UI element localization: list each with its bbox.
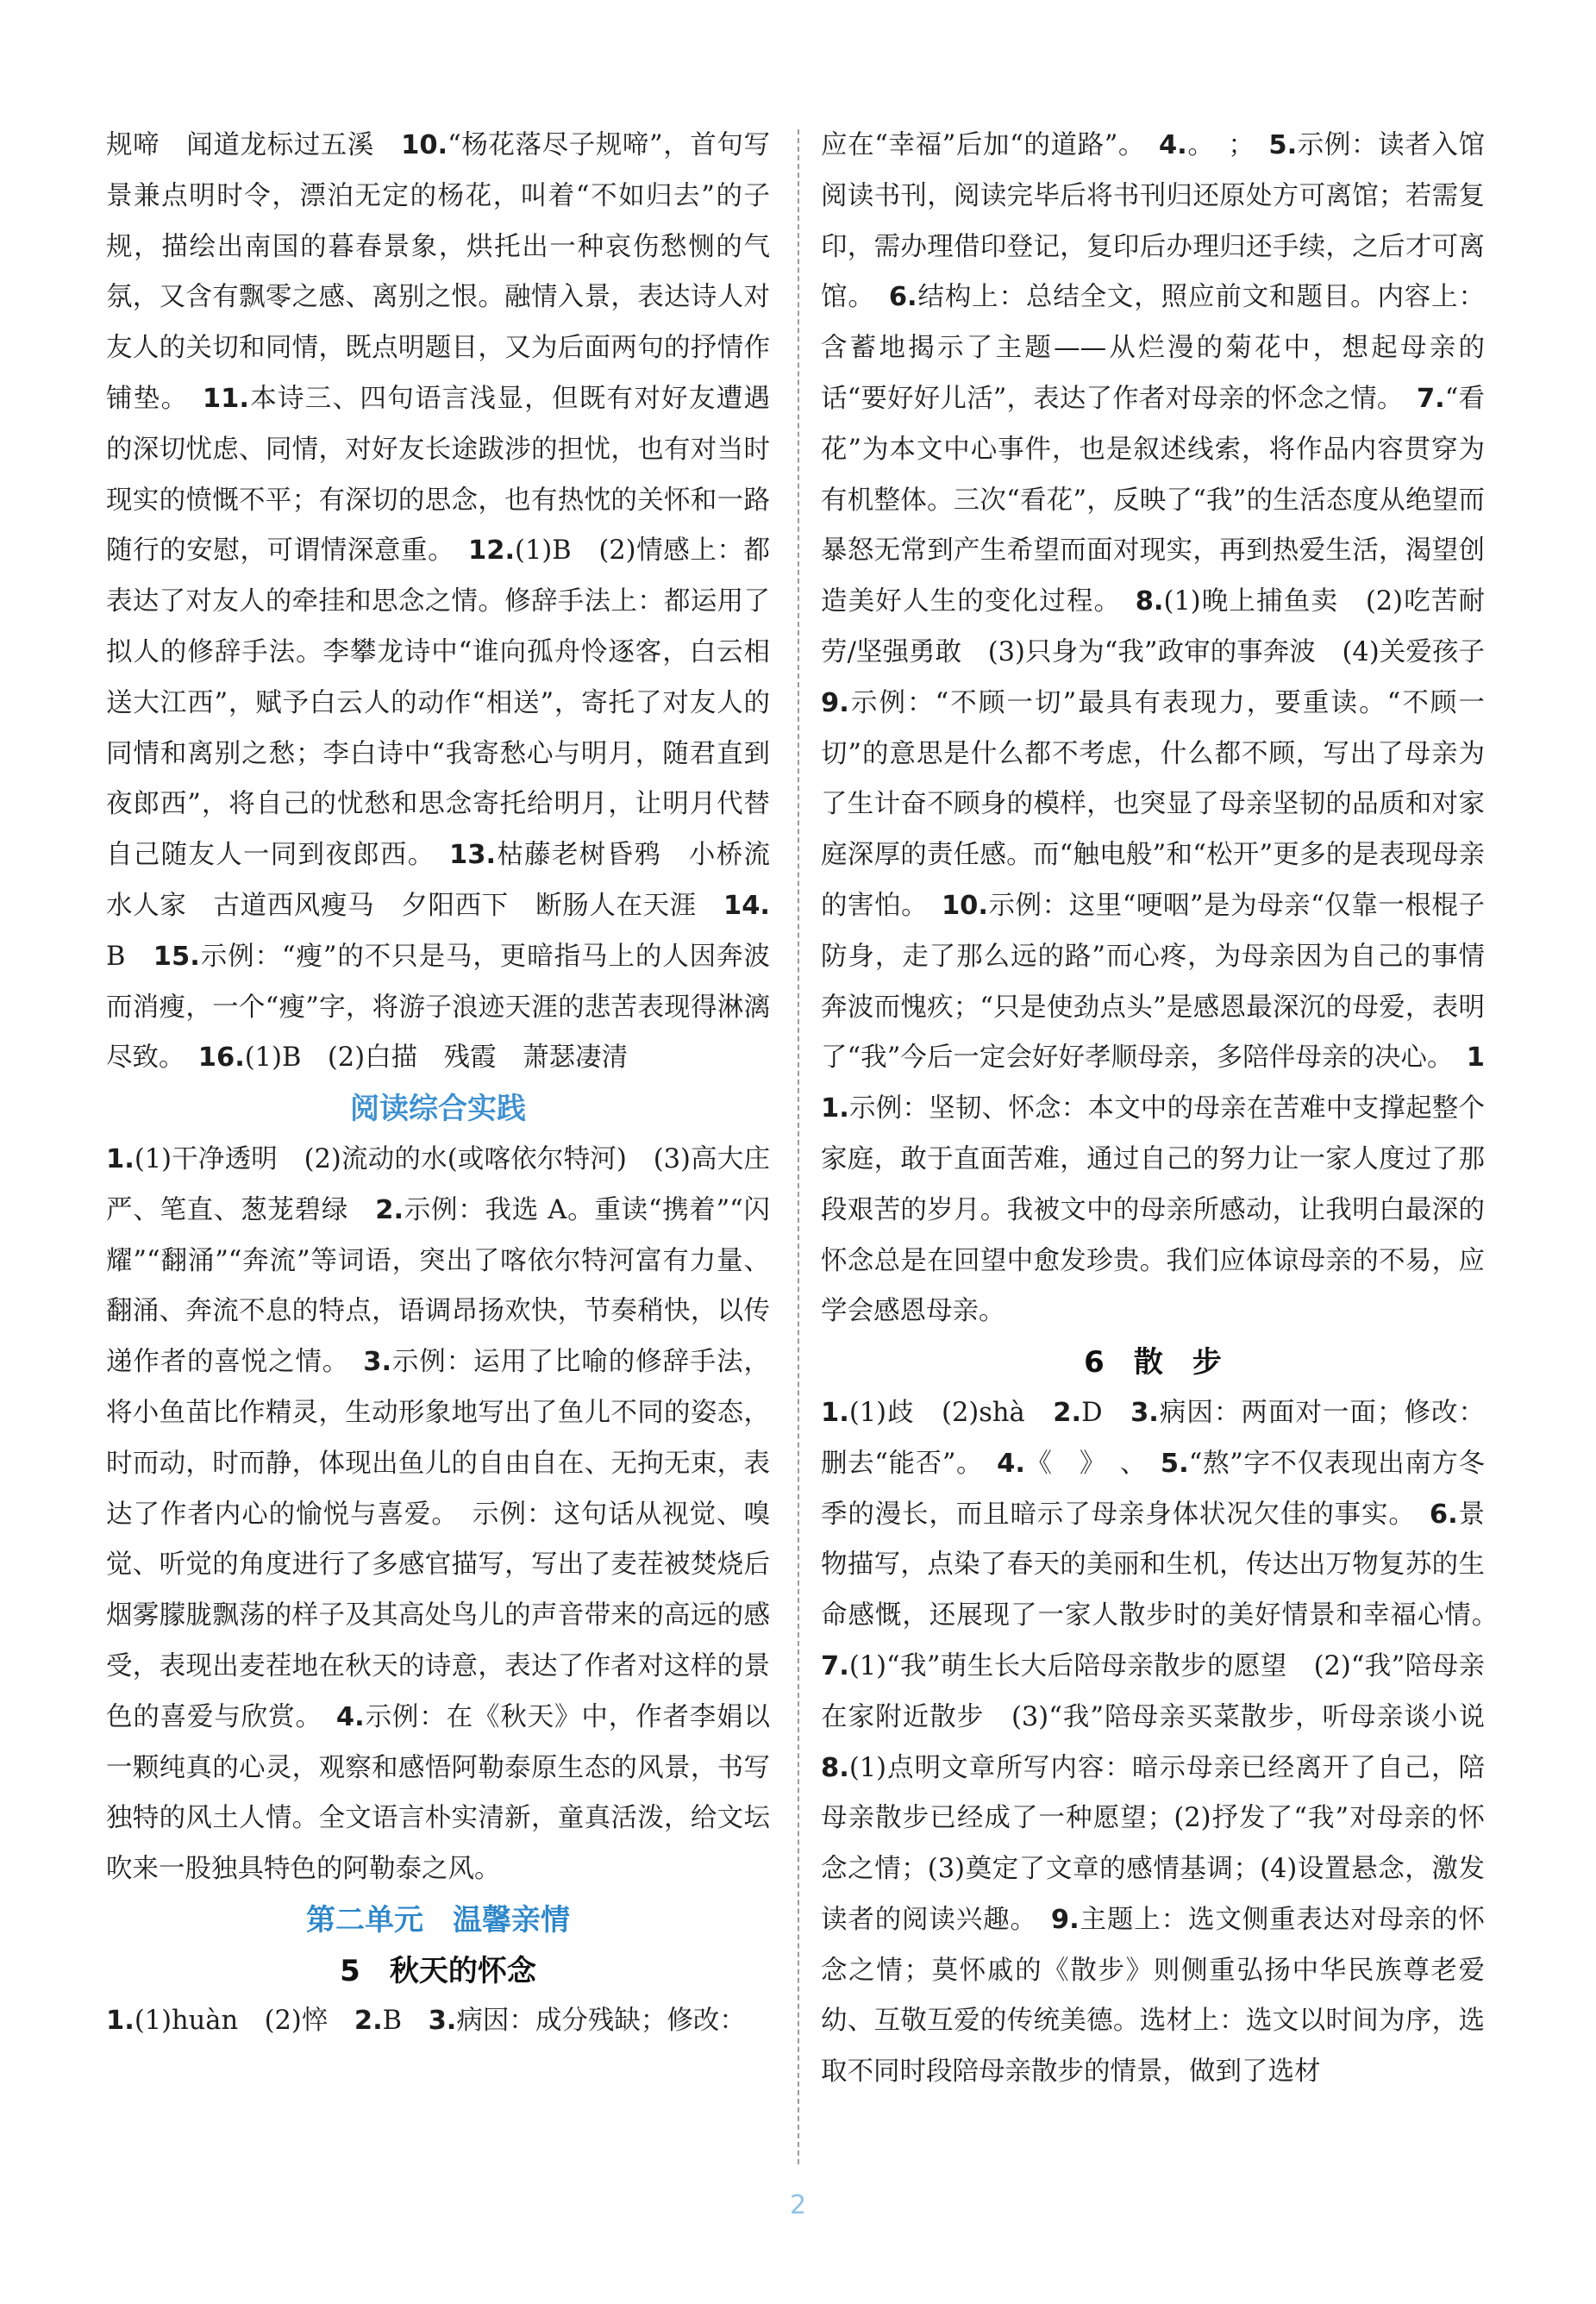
answer-paragraph: 应在“幸福”后加“的道路”。 4.。 ； 5.示例：读者入馆阅读书刊，阅读完毕后将书刊归还原处方可离馆；若需复印，需办理借印登记，复印后办理归还手续，之后才可离馆。 6.结构上：总结全文，照应前文和题目。内容上：含蓄地揭示了主题——从烂漫的菊花中，想起母亲的话“要好好儿活”，表达了作者对母亲的怀念之情。 7.“看花”为本文中心事件，也是叙述线索，将作品内容贯穿为有机整体。三次“看花”，反映了“我”的生活态度从绝望而暴怒无常到产生希望而面对现实，再到热爱生活，渴望创造美好人生的变化过程。 8.(1)晚上捕鱼卖 (2)吃苦耐劳/坚强勇敢 (3)只身为“我”政审的事奔波 (4)关爱孩子 9.示例：“不顾一切”最具有表现力，要重读。“不顾一切”的意思是什么都不考虑，什么都不顾，写出了母亲为了生计奋不顾身的模样，也突显了母亲坚韧的品质和对家庭深厚的责任感。而“触电般”和“松开”更多的是表现母亲的害怕。 10.示例：这里“哽咽”是为母亲“仅靠一根棍子防身，走了那么远的路”而心疼，为母亲因为自己的事情奔波而愧疚；“只是使劲点头”是感恩最深沉的母爱，表明了“我”今后一定会好好孝顺母亲，多陪伴母亲的决心。 11.示例：坚韧、怀念：本文中的母亲在苦难中支撑起整个家庭，敢于直面苦难，通过自己的努力让一家人度过了那段艰苦的岁月。我被文中的母亲所感动，让我明白最深的怀念总是在回望中愈发珍贵。我们应体谅母亲的不易，应学会感恩母亲。 (821, 130, 1512, 1327)
unit-title: 第二单元 温馨亲情 (306, 1902, 570, 1938)
answer-paragraph: 1.(1)huàn (2)悴 2.B 3.病因：成分残缺；修改： (106, 2006, 746, 2037)
answer-paragraph: 1.(1)歧 (2)shà 2.D 3.病因：两面对一面；修改：删去“能否”。 4.《 》 、 5.“熬”字不仅表现出南方冬季的漫长，而且暗示了母亲身体状况欠佳的事实。 6.景物描写，点染了春天的美丽和生机，传达出万物复苏的生命感慨，还展现了一家人散步时的美好情景和幸福心情。 7.(1)“我”萌生长大后陪母亲散步的愿望 (2)“我”陪母亲在家附近散步 (3)“我”陪母亲买菜散步，听母亲谈小说 8.(1)点明文章所写内容：暗示母亲已经离开了自己，陪母亲散步已经成了一种愿望；(2)抒发了“我”对母亲的怀念之情；(3)奠定了文章的感情基调；(4)设置悬念，激发读者的阅读兴趣。 9.主题上：选文侧重表达对母亲的怀念之情；莫怀戚的《散步》则侧重弘扬中华民族尊老爱幼、互敬互爱的传统美德。选材上：选文以时间为序，选取不同时段陪母亲散步的情景，做到了选材 (821, 1397, 1512, 2088)
section-title-reading-practice: 阅读综合实践 (350, 1092, 526, 1127)
lesson-title-5: 5 秋天的怀念 (340, 1953, 536, 1988)
lesson-title-6: 6 散 步 (1084, 1345, 1222, 1381)
answer-paragraph: 规啼 闻道龙标过五溪 10.“杨花落尽子规啼”，首句写景兼点明时令，漂泊无定的杨花，叫着“不如归去”的子规，描绘出南国的暮春景象，烘托出一种哀伤愁恻的气氛，又含有飘零之感、离别之恨。融情入景，表达诗人对友人的关切和同情，既点明题目，又为后面两句的抒情作铺垫。 11.本诗三、四句语言浅显，但既有对好友遭遇的深切忧虑、同情，对好友长途跋涉的担忧，也有对当时现实的愤慨不平；有深切的思念，也有热忱的关怀和一路随行的安慰，可谓情深意重。 12.(1)B (2)情感上：都表达了对友人的牵挂和思念之情。修辞手法上：都运用了拟人的修辞手法。李攀龙诗中“谁向孤舟怜逐客，白云相送大江西”，赋予白云人的动作“相送”，寄托了对友人的同情和离别之愁；李白诗中“我寄愁心与明月，随君直到夜郎西”，将自己的忧愁和思念寄托给明月，让明月代替自己随友人一同到夜郎西。 13.枯藤老树昏鸦 小桥流水人家 古道西风瘦马 夕阳西下 断肠人在天涯 14.B 15.示例：“瘦”的不只是马，更暗指马上的人因奔波而消瘦，一个“瘦”字，将游子浪迹天涯的悲苦表现得淋漓尽致。 16.(1)B (2)白描 残霞 萧瑟凄清 (106, 130, 771, 1074)
answer-paragraph: 1.(1)干净透明 (2)流动的水(或喀依尔特河) (3)高大庄严、笔直、葱茏碧绿 2.示例：我选 A。重读“携着”“闪耀”“翻涌”“奔流”等词语，突出了喀依尔特河富有力量、翻涌、奔流不息的特点，语调昂扬欢快，节奏稍快，以传递作者的喜悦之情。 3.示例：运用了比喻的修辞手法，将小鱼苗比作精灵，生动形象地写出了鱼儿不同的姿态，时而动，时而静，体现出鱼儿的自由自在、无拘无束，表达了作者内心的愉悦与喜爱。 示例：这句话从视觉、嗅觉、听觉的角度进行了多感官描写，写出了麦茬被焚烧后烟雾朦胧飘荡的样子及其高处鸟儿的声音带来的高远的感受，表现出麦茬地在秋天的诗意，表达了作者对这样的景色的喜爱与欣赏。 4.示例：在《秋天》中，作者李娟以一颗纯真的心灵，观察和感悟阿勒泰原生态的风景，书写独特的风土人情。全文语言朴实清新，童真活泼，给文坛吹来一股独具特色的阿勒泰之风。 (106, 1143, 771, 1885)
right-column (821, 121, 1512, 2098)
column-divider (798, 129, 799, 2164)
page-number: 2 (789, 2190, 807, 2220)
left-column (106, 121, 770, 2047)
